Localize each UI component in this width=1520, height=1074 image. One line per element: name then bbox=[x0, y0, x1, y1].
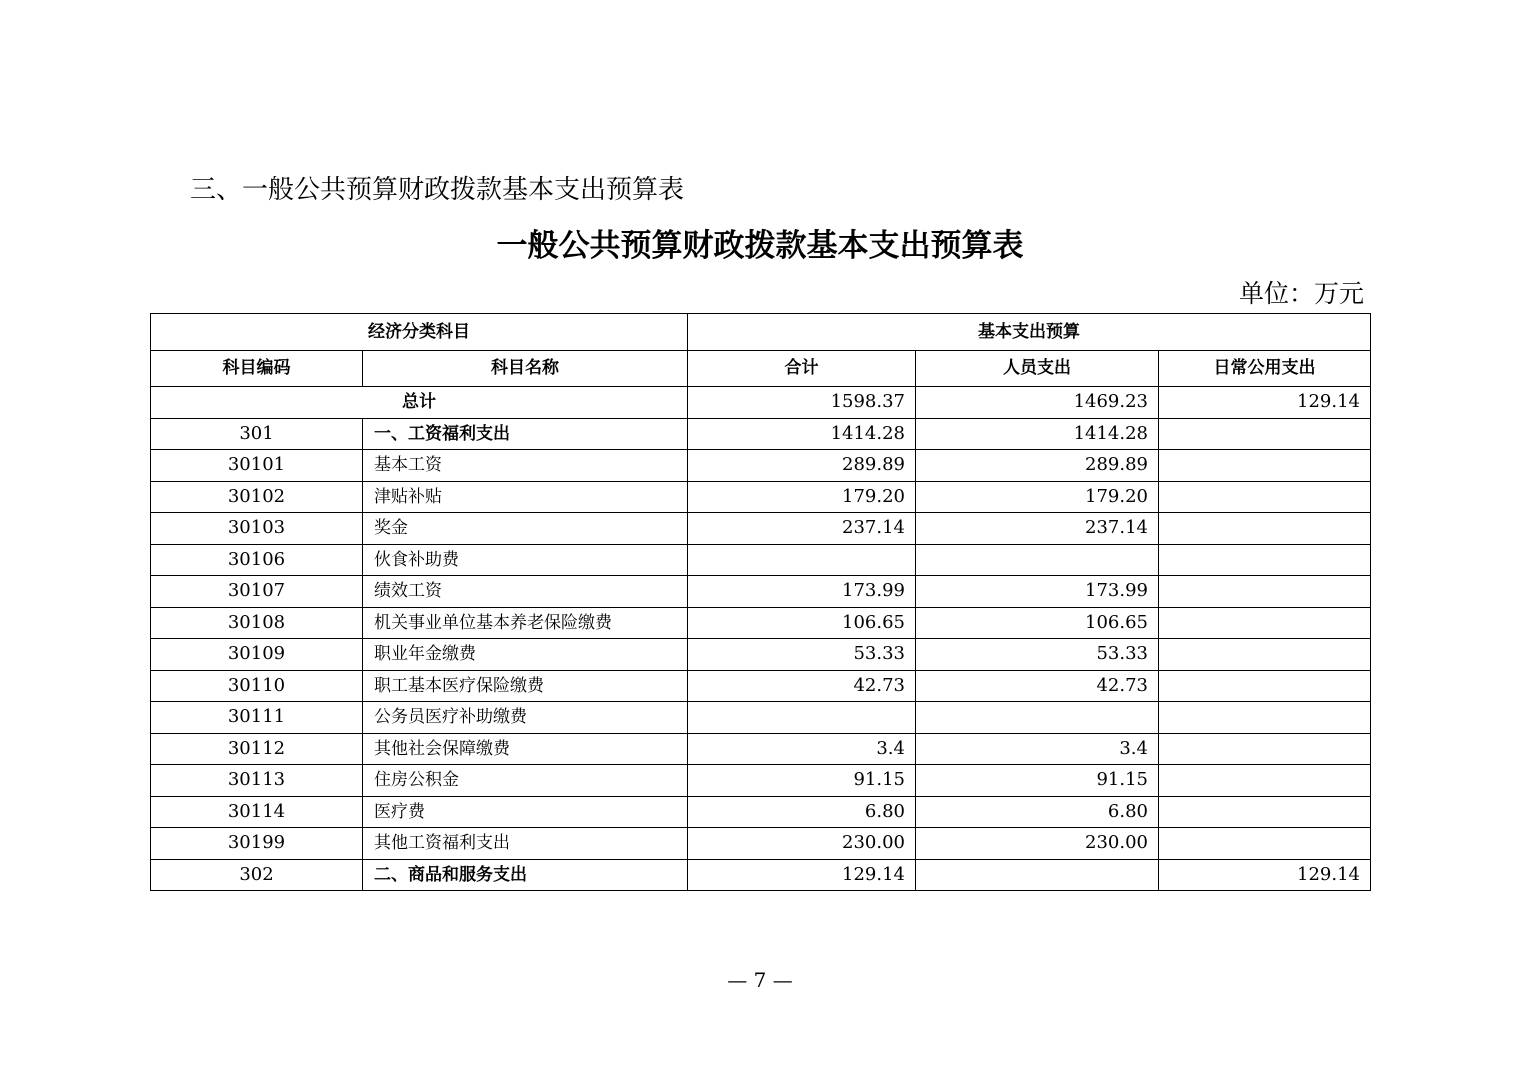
table-row bbox=[151, 576, 1371, 608]
row-total: 42.73 bbox=[688, 670, 916, 702]
table-row bbox=[151, 450, 1371, 482]
row-personnel: 106.65 bbox=[916, 607, 1159, 639]
row-public bbox=[1159, 450, 1371, 482]
row-code: 301 bbox=[151, 418, 363, 450]
row-name: 奖金 bbox=[363, 513, 688, 545]
total-label: 总计 bbox=[151, 387, 688, 419]
row-personnel: 179.20 bbox=[916, 481, 1159, 513]
row-personnel: 289.89 bbox=[916, 450, 1159, 482]
table-row bbox=[151, 639, 1371, 671]
budget-table bbox=[150, 313, 1371, 891]
row-public bbox=[1159, 796, 1371, 828]
row-name: 公务员医疗补助缴费 bbox=[363, 702, 688, 734]
row-personnel bbox=[916, 544, 1159, 576]
row-code: 30108 bbox=[151, 607, 363, 639]
row-total bbox=[688, 702, 916, 734]
row-personnel: 91.15 bbox=[916, 765, 1159, 797]
row-code: 30107 bbox=[151, 576, 363, 608]
row-personnel: 237.14 bbox=[916, 513, 1159, 545]
row-name: 其他工资福利支出 bbox=[363, 828, 688, 860]
row-name: 住房公积金 bbox=[363, 765, 688, 797]
row-public bbox=[1159, 607, 1371, 639]
row-name: 二、商品和服务支出 bbox=[363, 859, 688, 891]
row-name: 绩效工资 bbox=[363, 576, 688, 608]
row-personnel: 173.99 bbox=[916, 576, 1159, 608]
row-code: 30103 bbox=[151, 513, 363, 545]
row-personnel: 1414.28 bbox=[916, 418, 1159, 450]
row-code: 30101 bbox=[151, 450, 363, 482]
row-code: 30109 bbox=[151, 639, 363, 671]
row-total: 91.15 bbox=[688, 765, 916, 797]
row-public bbox=[1159, 702, 1371, 734]
row-total: 179.20 bbox=[688, 481, 916, 513]
row-public bbox=[1159, 544, 1371, 576]
total-row bbox=[151, 387, 1371, 419]
row-personnel: 6.80 bbox=[916, 796, 1159, 828]
page-number: — 7 — bbox=[727, 968, 793, 992]
total-cell-public: 129.14 bbox=[1159, 387, 1371, 419]
row-code: 30106 bbox=[151, 544, 363, 576]
table-row bbox=[151, 733, 1371, 765]
table-row bbox=[151, 828, 1371, 860]
table-row bbox=[151, 765, 1371, 797]
column-header-public: 日常公用支出 bbox=[1159, 350, 1371, 387]
table-title: 一般公共预算财政拨款基本支出预算表 bbox=[496, 228, 1024, 264]
row-public bbox=[1159, 828, 1371, 860]
total-cell-total: 1598.37 bbox=[688, 387, 916, 419]
row-code: 30114 bbox=[151, 796, 363, 828]
row-public bbox=[1159, 670, 1371, 702]
row-code: 30102 bbox=[151, 481, 363, 513]
row-name: 一、工资福利支出 bbox=[363, 418, 688, 450]
group-header-basic-expenditure: 基本支出预算 bbox=[688, 314, 1371, 351]
row-personnel bbox=[916, 859, 1159, 891]
row-personnel: 230.00 bbox=[916, 828, 1159, 860]
total-cell-personnel: 1469.23 bbox=[916, 387, 1159, 419]
row-code: 30199 bbox=[151, 828, 363, 860]
column-header-row bbox=[151, 350, 1371, 387]
row-total: 173.99 bbox=[688, 576, 916, 608]
row-name: 医疗费 bbox=[363, 796, 688, 828]
row-total: 1414.28 bbox=[688, 418, 916, 450]
row-name: 职工基本医疗保险缴费 bbox=[363, 670, 688, 702]
row-personnel: 53.33 bbox=[916, 639, 1159, 671]
row-total: 237.14 bbox=[688, 513, 916, 545]
table-row bbox=[151, 481, 1371, 513]
group-header-economic-classification: 经济分类科目 bbox=[151, 314, 688, 351]
row-public bbox=[1159, 576, 1371, 608]
row-name: 伙食补助费 bbox=[363, 544, 688, 576]
row-public bbox=[1159, 418, 1371, 450]
row-total: 129.14 bbox=[688, 859, 916, 891]
row-total: 3.4 bbox=[688, 733, 916, 765]
table-row bbox=[151, 513, 1371, 545]
row-name: 机关事业单位基本养老保险缴费 bbox=[363, 607, 688, 639]
table-row bbox=[151, 418, 1371, 450]
unit-label: 单位：万元 bbox=[1238, 279, 1364, 308]
row-personnel bbox=[916, 702, 1159, 734]
table-row bbox=[151, 859, 1371, 891]
row-public bbox=[1159, 513, 1371, 545]
row-code: 30110 bbox=[151, 670, 363, 702]
table-row bbox=[151, 670, 1371, 702]
table-row bbox=[151, 607, 1371, 639]
row-name: 职业年金缴费 bbox=[363, 639, 688, 671]
column-header-total: 合计 bbox=[688, 350, 916, 387]
row-total bbox=[688, 544, 916, 576]
row-public bbox=[1159, 733, 1371, 765]
table-row bbox=[151, 544, 1371, 576]
row-total: 106.65 bbox=[688, 607, 916, 639]
column-header-code: 科目编码 bbox=[151, 350, 363, 387]
column-header-personnel: 人员支出 bbox=[916, 350, 1159, 387]
row-code: 30113 bbox=[151, 765, 363, 797]
row-total: 53.33 bbox=[688, 639, 916, 671]
row-total: 6.80 bbox=[688, 796, 916, 828]
table-row bbox=[151, 702, 1371, 734]
row-public bbox=[1159, 481, 1371, 513]
section-heading: 三、一般公共预算财政拨款基本支出预算表 bbox=[190, 175, 685, 205]
row-personnel: 3.4 bbox=[916, 733, 1159, 765]
group-header-row bbox=[151, 314, 1371, 351]
row-public bbox=[1159, 765, 1371, 797]
row-name: 基本工资 bbox=[363, 450, 688, 482]
row-name: 津贴补贴 bbox=[363, 481, 688, 513]
row-code: 302 bbox=[151, 859, 363, 891]
row-name: 其他社会保障缴费 bbox=[363, 733, 688, 765]
row-personnel: 42.73 bbox=[916, 670, 1159, 702]
row-code: 30111 bbox=[151, 702, 363, 734]
row-public: 129.14 bbox=[1159, 859, 1371, 891]
row-total: 289.89 bbox=[688, 450, 916, 482]
row-total: 230.00 bbox=[688, 828, 916, 860]
column-header-name: 科目名称 bbox=[363, 350, 688, 387]
row-public bbox=[1159, 639, 1371, 671]
row-code: 30112 bbox=[151, 733, 363, 765]
table-row bbox=[151, 796, 1371, 828]
